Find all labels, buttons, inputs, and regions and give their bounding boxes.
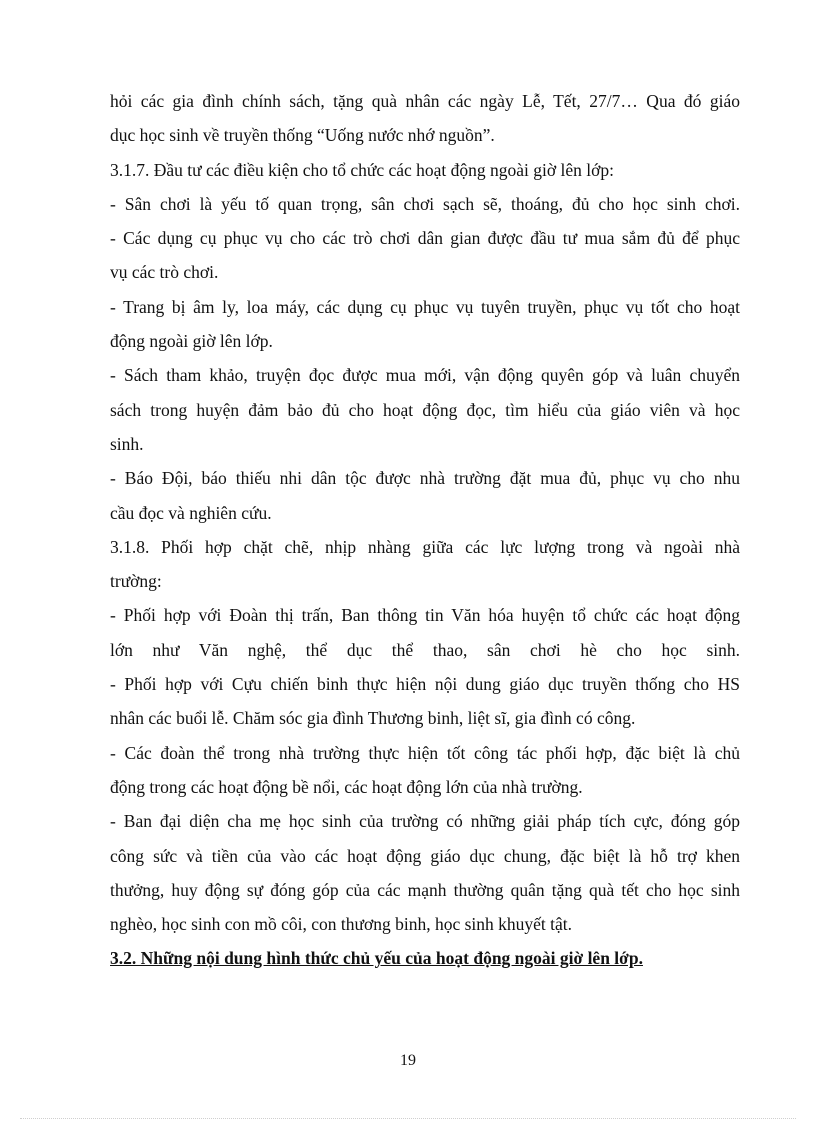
text-line: - Sách tham khảo, truyện đọc được mua mới, vận động quyên góp và luân chuyển bbox=[110, 365, 740, 386]
text-line: - Báo Đội, báo thiếu nhi dân tộc được nhà trường đặt mua đủ, phục vụ cho nhu bbox=[110, 468, 740, 489]
section-3-1-7-title: 3.1.7. Đầu tư các điều kiện cho tổ chức các hoạt động ngoài giờ lên lớp: bbox=[110, 159, 614, 180]
text-line: - Sân chơi là yếu tố quan trọng, sân chơi sạch sẽ, thoáng, đủ cho học sinh chơi. bbox=[110, 193, 740, 214]
text-line: công sức và tiền của vào các hoạt động giáo dục chung, đặc biệt là hỗ trợ khen bbox=[110, 845, 740, 866]
text-line: cầu đọc và nghiên cứu. bbox=[110, 502, 272, 523]
text-line: động ngoài giờ lên lớp. bbox=[110, 331, 273, 352]
text-line: - Các đoàn thể trong nhà trường thực hiện tốt công tác phối hợp, đặc biệt là chủ bbox=[110, 742, 740, 763]
text-line: - Các dụng cụ phục vụ cho các trò chơi dân gian được đầu tư mua sắm đủ để phục bbox=[110, 228, 740, 249]
text-line: nhân các buổi lễ. Chăm sóc gia đình Thương binh, liệt sĩ, gia đình có công. bbox=[110, 708, 636, 729]
page-number: 19 bbox=[400, 1052, 416, 1069]
text-line: nghèo, học sinh con mồ côi, con thương binh, học sinh khuyết tật. bbox=[110, 914, 573, 935]
text-line: sách trong huyện đảm bảo đủ cho hoạt động đọc, tìm hiểu của giáo viên và học bbox=[110, 399, 740, 420]
page-bottom-rule bbox=[20, 1118, 796, 1119]
text-line: sinh. bbox=[110, 433, 144, 454]
text-line: động trong các hoạt động bề nổi, các hoạt động lớn của nhà trường. bbox=[110, 776, 583, 797]
section-3-2-heading: 3.2. Những nội dung hình thức chủ yếu của hoạt động ngoài giờ lên lớp. bbox=[110, 948, 643, 969]
text-line: lớn như Văn nghệ, thể dục thể thao, sân chơi hè cho học sinh. bbox=[110, 639, 740, 660]
text-line: hỏi các gia đình chính sách, tặng quà nhân các ngày Lễ, Tết, 27/7… Qua đó giáo bbox=[110, 91, 740, 111]
text-line: - Ban đại diện cha mẹ học sinh của trường có những giải pháp tích cực, đóng góp bbox=[110, 811, 740, 832]
text-line: - Phối hợp với Đoàn thị trấn, Ban thông tin Văn hóa huyện tổ chức các hoạt động bbox=[110, 605, 740, 626]
text-line: trường: bbox=[110, 571, 162, 592]
text-line: thưởng, huy động sự đóng góp của các mạnh thường quân tặng quà tết cho học sinh bbox=[110, 879, 740, 900]
text-line: - Phối hợp với Cựu chiến binh thực hiện nội dung giáo dục truyền thống cho HS bbox=[110, 674, 740, 695]
section-3-1-8-title: 3.1.8. Phối hợp chặt chẽ, nhịp nhàng giữa các lực lượng trong và ngoài nhà bbox=[110, 536, 740, 557]
body-text bbox=[110, 84, 740, 976]
text-line: vụ các trò chơi. bbox=[110, 262, 219, 283]
text-line: dục học sinh về truyền thống “Uống nước nhớ nguồn”. bbox=[110, 125, 495, 146]
text-line: - Trang bị âm ly, loa máy, các dụng cụ phục vụ tuyên truyền, phục vụ tốt cho hoạt bbox=[110, 296, 740, 317]
